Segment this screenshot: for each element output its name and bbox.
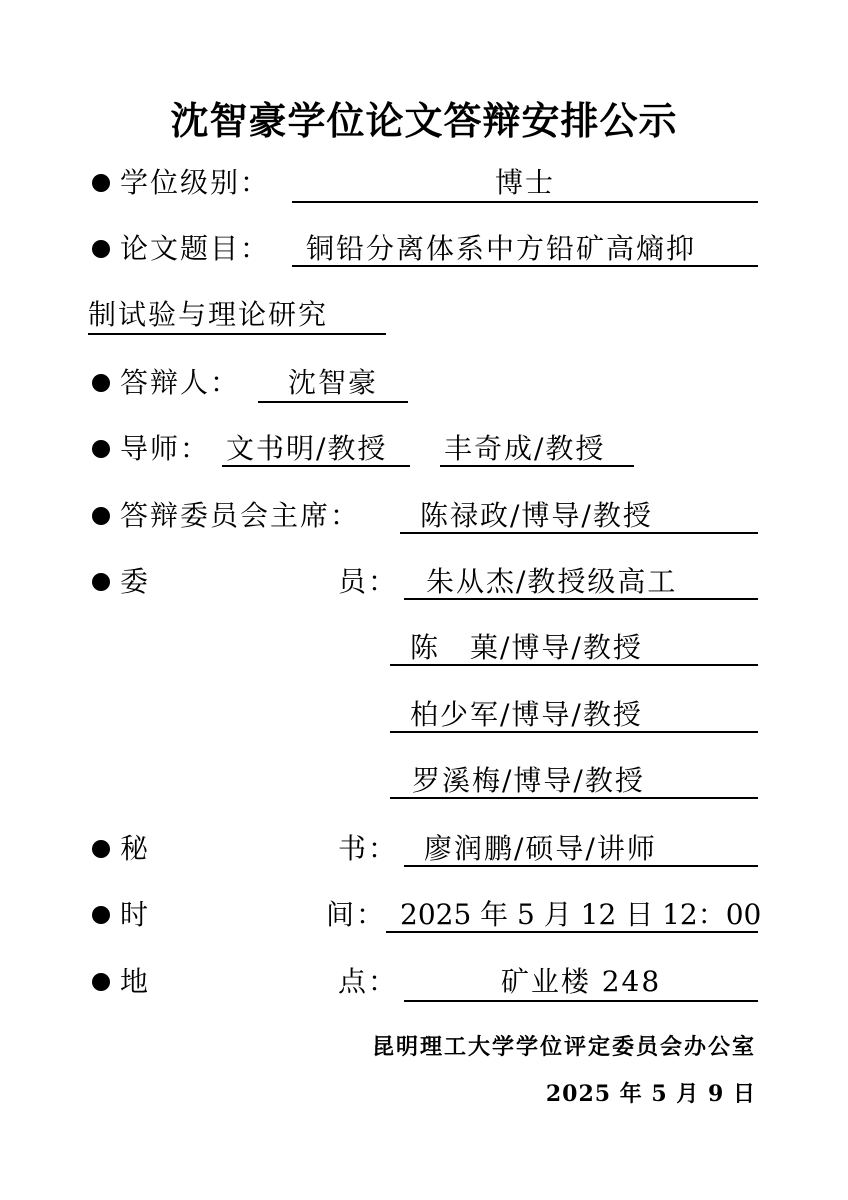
location-label-a: 地 [120,965,151,998]
member-3: 柏少军/博导/教授 [390,697,758,733]
bullet-icon [92,507,110,525]
location-label-b: 点： [338,965,399,998]
advisor-value-2: 丰奇成/教授 [440,431,634,467]
member-2: 陈 菓/博导/教授 [390,630,758,666]
location-value: 矿业楼 248 [404,964,758,1002]
bullet-icon [92,840,110,858]
member-4: 罗溪梅/博导/教授 [390,763,758,799]
bullet-icon [92,906,110,924]
time-value: 2025 年 5 月 12 日 12：00 [386,897,758,933]
time-label-b: 间： [326,898,387,931]
issue-date: 2025 年 5 月 9 日 [545,1081,756,1107]
thesis-value-line1: 铜铅分离体系中方铅矿高熵抑 [292,231,758,267]
issuer: 昆明理工大学学位评定委员会办公室 [371,1034,756,1060]
bullet-icon [92,240,110,258]
advisor-label: 导师： [120,432,211,465]
thesis-value-line2: 制试验与理论研究 [88,297,386,335]
secretary-label-a: 秘 [120,832,151,865]
degree-label: 学位级别： [120,166,271,199]
chair-value: 陈禄政/博导/教授 [400,498,758,534]
page-title: 沈智豪学位论文答辩安排公示 [170,99,678,143]
candidate-label: 答辩人： [120,366,241,399]
bullet-icon [92,573,110,591]
bullet-icon [92,973,110,991]
members-label-a: 委 [120,565,151,598]
time-label-a: 时 [120,898,151,931]
members-label-b: 员： [338,565,399,598]
secretary-value: 廖润鹏/硕导/讲师 [404,831,758,867]
secretary-label-b: 书： [338,832,399,865]
thesis-label: 论文题目： [120,232,271,265]
candidate-value: 沈智豪 [258,365,408,403]
degree-value: 博士 [292,165,758,203]
advisor-value-1: 文书明/教授 [222,431,410,467]
chair-label: 答辩委员会主席： [120,499,361,532]
member-1: 朱从杰/教授级高工 [404,564,758,600]
bullet-icon [92,174,110,192]
bullet-icon [92,374,110,392]
bullet-icon [92,440,110,458]
